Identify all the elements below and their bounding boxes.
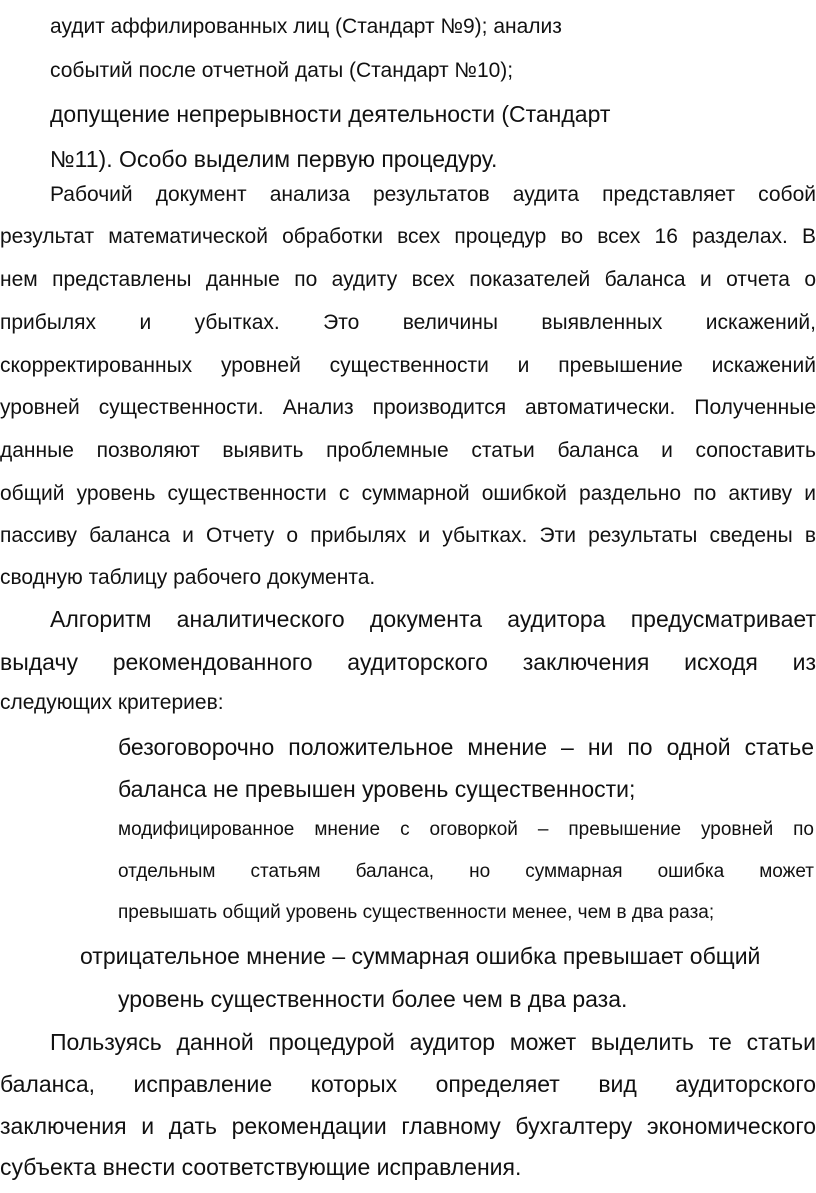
text-line: данные позволяют выявить проблемные статьи баланса и сопоставить bbox=[0, 439, 816, 462]
text-line: модифицированное мнение с оговоркой – превышение уровней по bbox=[118, 819, 814, 840]
text-line: уровень существенности более чем в два раза. bbox=[118, 986, 628, 1012]
text-line: выдачу рекомендованного аудиторского заключения исходя из bbox=[0, 649, 816, 675]
text-line: следующих критериев: bbox=[0, 691, 224, 714]
text-line: результат математической обработки всех процедур во всех 16 разделах. В bbox=[0, 225, 816, 248]
text-line: баланса не превышен уровень существенности; bbox=[118, 776, 636, 802]
text-line: отрицательное мнение – суммарная ошибка превышает общий bbox=[80, 943, 761, 969]
text-line: аудит аффилированных лиц (Стандарт №9); анализ bbox=[50, 15, 562, 38]
text-line: скорректированных уровней существенности и превышение искажений bbox=[0, 354, 816, 377]
text-line: субъекта внести соответствующие исправления. bbox=[0, 1154, 522, 1180]
text-line: заключения и дать рекомендации главному бухгалтеру экономического bbox=[0, 1113, 816, 1139]
text-line: Алгоритм аналитического документа аудитора предусматривает bbox=[50, 606, 816, 632]
text-line: превышать общий уровень существенности менее, чем в два раза; bbox=[118, 902, 715, 923]
text-line: нем представлены данные по аудиту всех показателей баланса и отчета о bbox=[0, 268, 816, 291]
text-line: допущение непрерывности деятельности (Стандарт bbox=[50, 101, 611, 127]
text-line: уровней существенности. Анализ производится автоматически. Полученные bbox=[0, 396, 816, 419]
text-line: прибылях и убытках. Это величины выявленных искажений, bbox=[0, 311, 816, 334]
text-line: баланса, исправление которых определяет вид аудиторского bbox=[0, 1071, 816, 1097]
text-line: общий уровень существенности с суммарной ошибкой раздельно по активу и bbox=[0, 482, 816, 505]
text-line: Рабочий документ анализа результатов аудита представляет собой bbox=[50, 183, 816, 206]
text-line: отдельным статьям баланса, но суммарная ошибка может bbox=[118, 861, 814, 882]
text-line: сводную таблицу рабочего документа. bbox=[0, 566, 376, 589]
text-line: №11). Особо выделим первую процедуру. bbox=[50, 146, 498, 172]
text-line: пассиву баланса и Отчету о прибылях и убытках. Эти результаты сведены в bbox=[0, 524, 816, 547]
text-line: безоговорочно положительное мнение – ни по одной статье bbox=[118, 734, 814, 760]
text-line: Пользуясь данной процедурой аудитор может выделить те статьи bbox=[50, 1029, 816, 1055]
text-line: событий после отчетной даты (Стандарт №10); bbox=[50, 59, 514, 82]
